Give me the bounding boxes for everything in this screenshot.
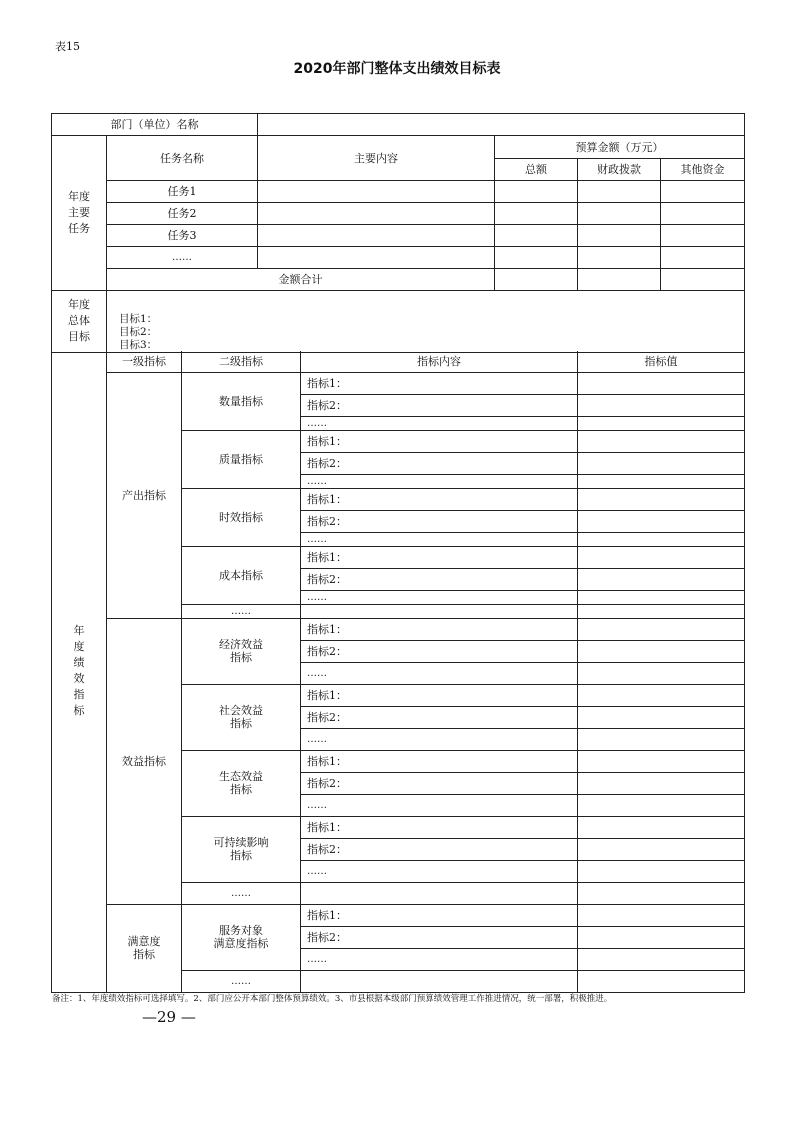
task-other-field[interactable] xyxy=(661,247,745,269)
indicator-value-field[interactable] xyxy=(578,604,745,618)
task-name-cell: 任务1 xyxy=(107,181,258,203)
task-name-cell: 任务2 xyxy=(107,203,258,225)
task-total-field[interactable] xyxy=(495,181,578,203)
indicator-value-field[interactable] xyxy=(578,590,745,604)
indicator-item-1[interactable]: 指标1： xyxy=(301,546,578,568)
task-fiscal-field[interactable] xyxy=(578,225,661,247)
indicator-content-field[interactable] xyxy=(301,882,578,904)
goals-field[interactable] xyxy=(107,290,745,352)
indicator-item-2[interactable]: 指标2： xyxy=(301,394,578,416)
budget-header: 预算金额（万元） xyxy=(495,136,745,159)
quantity-indicator-label: 数量指标 xyxy=(182,372,301,430)
task-other-field[interactable] xyxy=(661,203,745,225)
task-fiscal-field[interactable] xyxy=(578,203,661,225)
indicator-item-1[interactable]: 指标1： xyxy=(301,904,578,926)
indicator-content-field[interactable] xyxy=(301,604,578,618)
task-other-field[interactable] xyxy=(661,225,745,247)
main-content-header: 主要内容 xyxy=(258,136,495,181)
indicators-table xyxy=(51,351,745,993)
indicator-item-2[interactable]: 指标2： xyxy=(301,568,578,590)
table-row xyxy=(52,247,745,269)
indicator-value-field[interactable] xyxy=(578,948,745,970)
page-number: —29 — xyxy=(142,1008,196,1026)
dept-name-field[interactable] xyxy=(258,114,745,136)
quality-indicator-label: 质量指标 xyxy=(182,430,301,488)
indicator-more[interactable]: …… xyxy=(301,474,578,488)
task-name-cell: …… xyxy=(107,247,258,269)
value-header: 指标值 xyxy=(578,351,745,372)
indicator-value-field[interactable] xyxy=(578,860,745,882)
indicator-item-2[interactable]: 指标2： xyxy=(301,640,578,662)
indicator-value-field[interactable] xyxy=(578,816,745,838)
table-row xyxy=(52,203,745,225)
indicator-more[interactable]: …… xyxy=(301,590,578,604)
task-content-field[interactable] xyxy=(258,247,495,269)
fiscal-header: 财政拨款 xyxy=(578,159,661,181)
indicator-value-field[interactable] xyxy=(578,684,745,706)
task-content-field[interactable] xyxy=(258,181,495,203)
ecological-benefit-label: 生态效益 指标 xyxy=(182,750,301,816)
indicator-value-field[interactable] xyxy=(578,416,745,430)
level2-header: 二级指标 xyxy=(182,351,301,372)
task-other-field[interactable] xyxy=(661,181,745,203)
indicator-value-field[interactable] xyxy=(578,372,745,394)
indicator-item-1[interactable]: 指标1： xyxy=(301,372,578,394)
goal-line: 目标1： xyxy=(119,312,158,325)
indicator-value-field[interactable] xyxy=(578,568,745,590)
indicator-value-field[interactable] xyxy=(578,662,745,684)
indicator-value-field[interactable] xyxy=(578,882,745,904)
sum-other-field[interactable] xyxy=(661,269,745,291)
indicators-section-label: 年 度 绩 效 指 标 xyxy=(52,351,107,992)
indicator-item-2[interactable]: 指标2： xyxy=(301,706,578,728)
task-total-field[interactable] xyxy=(495,203,578,225)
sum-total-field[interactable] xyxy=(495,269,578,291)
total-header: 总额 xyxy=(495,159,578,181)
social-benefit-label: 社会效益 指标 xyxy=(182,684,301,750)
indicator-item-1[interactable]: 指标1： xyxy=(301,684,578,706)
indicator-value-field[interactable] xyxy=(578,794,745,816)
indicator-more[interactable]: …… xyxy=(301,948,578,970)
indicator-value-field[interactable] xyxy=(578,474,745,488)
indicator-value-field[interactable] xyxy=(578,532,745,546)
table-number: 表15 xyxy=(55,40,80,53)
tasks-section-label: 年度 主要 任务 xyxy=(52,136,107,291)
indicator-item-1[interactable]: 指标1： xyxy=(301,488,578,510)
indicator-value-field[interactable] xyxy=(578,452,745,474)
more-level2-indicators: …… xyxy=(182,882,301,904)
output-indicator-label: 产出指标 xyxy=(107,372,182,618)
indicator-value-field[interactable] xyxy=(578,728,745,750)
table-row xyxy=(52,181,745,203)
indicator-value-field[interactable] xyxy=(578,618,745,640)
indicator-item-2[interactable]: 指标2： xyxy=(301,452,578,474)
indicator-item-2[interactable]: 指标2： xyxy=(301,510,578,532)
table-row xyxy=(52,225,745,247)
more-level2-indicators: …… xyxy=(182,970,301,992)
indicator-item-2[interactable]: 指标2： xyxy=(301,838,578,860)
economic-benefit-label: 经济效益 指标 xyxy=(182,618,301,684)
indicator-value-field[interactable] xyxy=(578,546,745,568)
page-title: 2020年部门整体支出绩效目标表 xyxy=(293,61,501,77)
timeliness-indicator-label: 时效指标 xyxy=(182,488,301,546)
indicator-value-field[interactable] xyxy=(578,838,745,860)
indicator-more[interactable]: …… xyxy=(301,416,578,430)
indicator-more[interactable]: …… xyxy=(301,532,578,546)
dept-name-label: 部门（单位）名称 xyxy=(52,114,258,136)
indicator-value-field[interactable] xyxy=(578,430,745,452)
indicator-value-field[interactable] xyxy=(578,706,745,728)
indicator-item-1[interactable]: 指标1： xyxy=(301,618,578,640)
sum-fiscal-field[interactable] xyxy=(578,269,661,291)
task-content-field[interactable] xyxy=(258,203,495,225)
indicator-item-1[interactable]: 指标1： xyxy=(301,750,578,772)
indicator-more[interactable]: …… xyxy=(301,794,578,816)
content-header: 指标内容 xyxy=(301,351,578,372)
indicator-value-field[interactable] xyxy=(578,970,745,992)
goal-line: 目标2： xyxy=(119,325,158,338)
sustainability-impact-label: 可持续影响 指标 xyxy=(182,816,301,882)
goals-section-label: 年度 总体 目标 xyxy=(52,290,107,352)
indicator-item-2[interactable]: 指标2： xyxy=(301,926,578,948)
task-fiscal-field[interactable] xyxy=(578,247,661,269)
indicator-value-field[interactable] xyxy=(578,904,745,926)
other-funds-header: 其他资金 xyxy=(661,159,745,181)
task-fiscal-field[interactable] xyxy=(578,181,661,203)
indicator-more[interactable]: …… xyxy=(301,860,578,882)
task-name-header: 任务名称 xyxy=(107,136,258,181)
cost-indicator-label: 成本指标 xyxy=(182,546,301,604)
tasks-table xyxy=(51,113,745,291)
indicator-item-1[interactable]: 指标1： xyxy=(301,430,578,452)
benefit-indicator-label: 效益指标 xyxy=(107,618,182,904)
service-satisfaction-label: 服务对象 满意度指标 xyxy=(182,904,301,970)
indicator-content-field[interactable] xyxy=(301,970,578,992)
amount-total-label: 金额合计 xyxy=(107,269,495,291)
indicator-value-field[interactable] xyxy=(578,750,745,772)
indicator-value-field[interactable] xyxy=(578,926,745,948)
more-level2-indicators: …… xyxy=(182,604,301,618)
indicator-value-field[interactable] xyxy=(578,510,745,532)
level1-header: 一级指标 xyxy=(107,351,182,372)
task-name-cell: 任务3 xyxy=(107,225,258,247)
footnote: 备注：1、年度绩效指标可选择填写。2、部门应公开本部门整体预算绩效。3、市县根据本级部门预算绩效管理工作推进情况，统一部署，积极推进。 xyxy=(52,994,613,1004)
indicator-more[interactable]: …… xyxy=(301,662,578,684)
indicator-value-field[interactable] xyxy=(578,640,745,662)
task-total-field[interactable] xyxy=(495,247,578,269)
indicator-value-field[interactable] xyxy=(578,394,745,416)
task-total-field[interactable] xyxy=(495,225,578,247)
indicator-item-1[interactable]: 指标1： xyxy=(301,816,578,838)
indicator-more[interactable]: …… xyxy=(301,728,578,750)
task-content-field[interactable] xyxy=(258,225,495,247)
indicator-item-2[interactable]: 指标2： xyxy=(301,772,578,794)
goal-line: 目标3： xyxy=(119,338,158,351)
satisfaction-indicator-label: 满意度 指标 xyxy=(107,904,182,992)
goals-table xyxy=(51,290,745,353)
indicator-value-field[interactable] xyxy=(578,772,745,794)
indicator-value-field[interactable] xyxy=(578,488,745,510)
